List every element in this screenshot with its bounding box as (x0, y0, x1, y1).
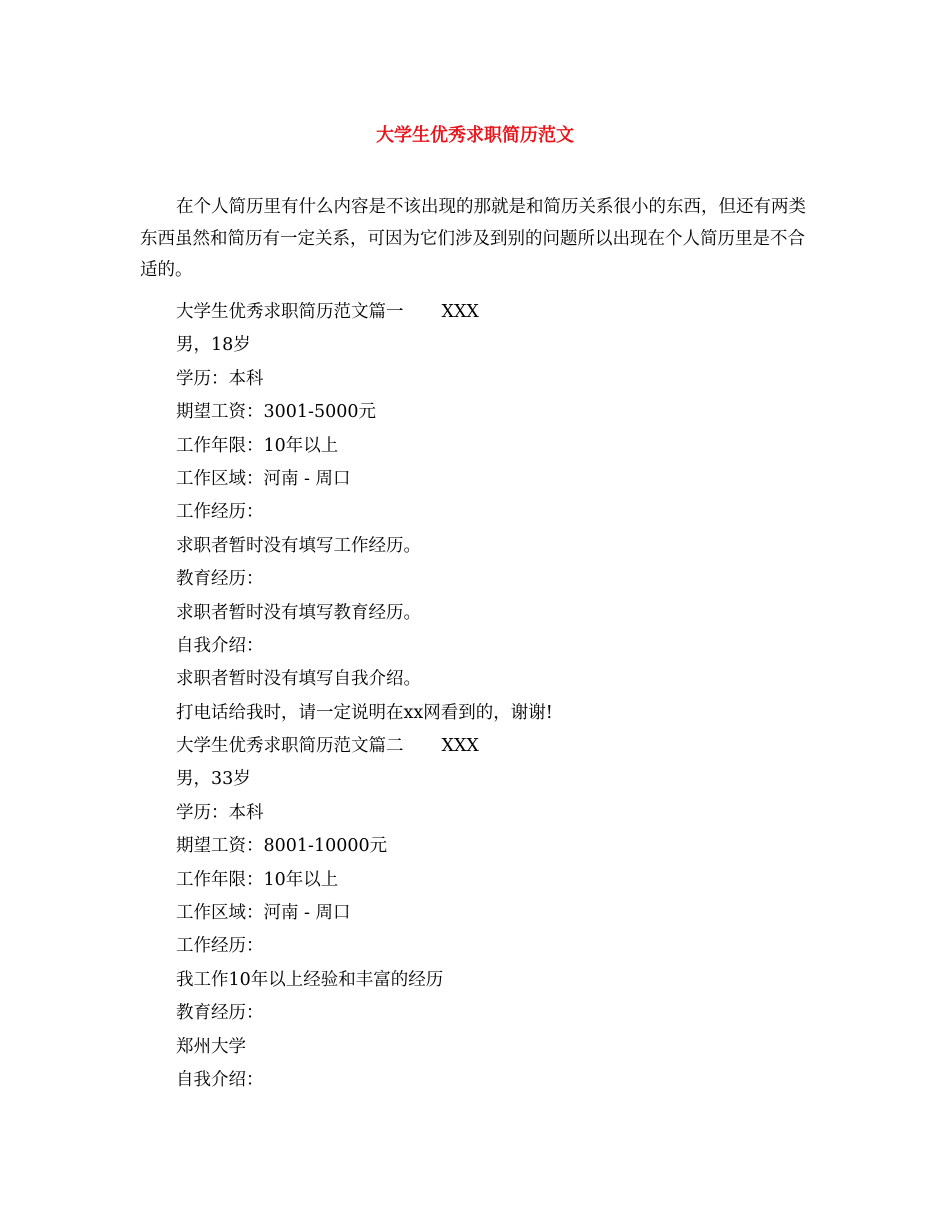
resume-line: 工作区域：河南 - 周口 (176, 468, 351, 489)
resume-line: 学历：本科 (176, 802, 264, 823)
section-heading-text: 大学生优秀求职简历范文篇二 (176, 736, 404, 757)
resume-line: 打电话给我时，请一定说明在xx网看到的，谢谢! (176, 702, 553, 723)
resume-line: 求职者暂时没有填写教育经历。 (176, 602, 421, 623)
candidate-name: XXX (441, 302, 479, 322)
resume-line: 男，33岁 (176, 769, 251, 790)
intro-paragraph: 在个人简历里有什么内容是不该出现的那就是和简历关系很小的东西，但还有两类东西虽然和简历有一定关系，可因为它们涉及到别的问题所以出现在个人简历里是不合适的。 (140, 197, 806, 280)
resume-line: 求职者暂时没有填写工作经历。 (176, 535, 421, 556)
resume-line: 工作经历： (176, 502, 264, 523)
section-heading (176, 733, 816, 766)
resume-line: 自我介绍： (176, 1069, 264, 1090)
resume-line: 工作年限：10年以上 (176, 869, 339, 890)
resume-line: 郑州大学 (176, 1036, 246, 1057)
section-heading-text: 大学生优秀求职简历范文篇一 (176, 302, 404, 322)
resume-line: 教育经历： (176, 1003, 264, 1024)
resume-line: 自我介绍： (176, 635, 264, 656)
resume-line: 学历：本科 (176, 368, 264, 389)
resume-line: 工作区域：河南 - 周口 (176, 903, 351, 924)
resume-line: 工作年限：10年以上 (176, 435, 339, 456)
document-title: 大学生优秀求职简历范文 (376, 125, 574, 146)
resume-line: 期望工资：3001-5000元 (176, 402, 376, 423)
resume-content (176, 299, 816, 1100)
resume-line: 教育经历： (176, 569, 264, 590)
resume-line: 工作经历： (176, 936, 264, 957)
candidate-name: XXX (441, 736, 479, 757)
resume-line: 期望工资：8001-10000元 (176, 836, 388, 857)
resume-line: 我工作10年以上经验和丰富的经历 (176, 969, 444, 990)
section-heading (176, 299, 816, 332)
resume-line: 求职者暂时没有填写自我介绍。 (176, 669, 421, 690)
resume-line: 男，18岁 (176, 335, 251, 356)
